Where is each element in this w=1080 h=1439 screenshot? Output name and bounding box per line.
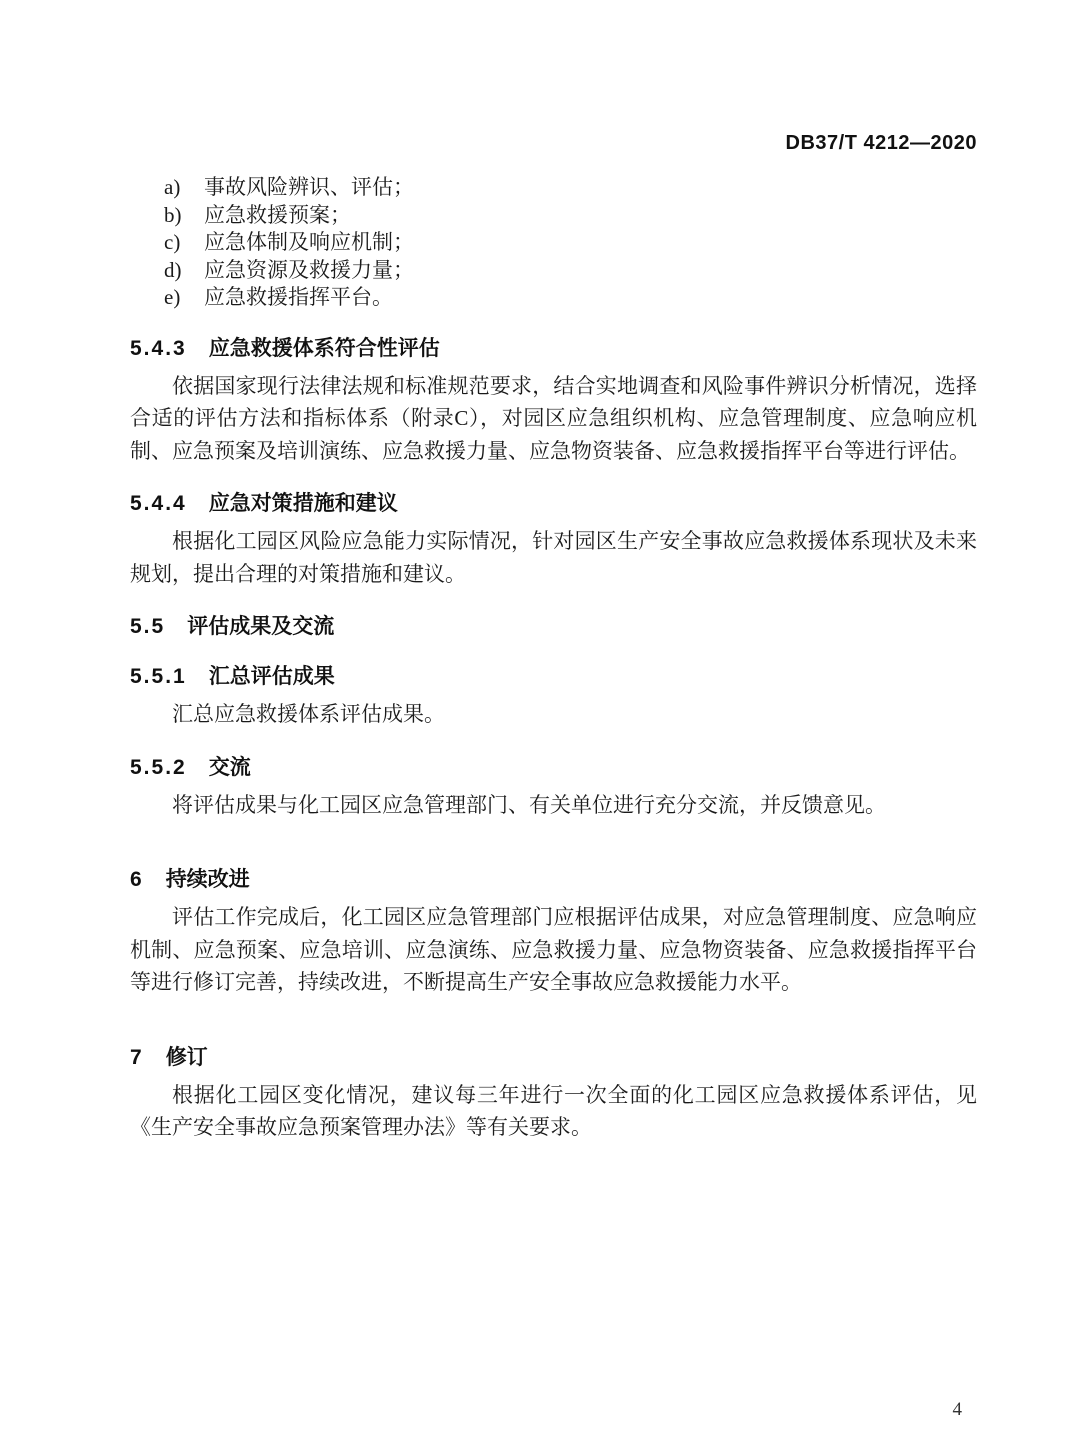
page-number: 4 [952,1399,962,1420]
section-title: 交流 [208,755,251,779]
section-number: 5.4.3 [130,336,187,360]
section-5-5-1 [130,664,977,731]
list-marker: e) [164,285,181,310]
list-item-text: 应急资源及救援力量； [204,257,414,282]
section-title: 修订 [165,1045,208,1069]
section-paragraph: 依据国家现行法律法规和标准规范要求，结合实地调查和风险事件辨识分析情况，选择合适的评估方法和指标体系（附录C），对园区应急组织机构、应急管理制度、应急响应机制、应急预案及培训演练、应急救援力量、应急物资装备、应急救援指挥平台等进行评估。 [130,373,977,463]
list-item [130,229,977,257]
section-paragraph: 将评估成果与化工园区应急管理部门、有关单位进行充分交流，并反馈意见。 [172,792,886,817]
list-item [130,257,977,285]
section-heading [130,491,977,517]
section-7 [130,1045,977,1144]
section-number: 7 [130,1045,144,1069]
list-item-text: 应急救援指挥平台。 [204,285,393,310]
document-code-header: DB37/T 4212—2020 [785,132,977,154]
section-5-4-4 [130,491,977,590]
section-5-4-3 [130,336,977,468]
list-item-text: 应急体制及响应机制； [204,230,414,255]
section-title: 持续改进 [165,868,250,892]
list-item-text: 事故风险辨识、评估； [204,175,414,199]
section-title: 应急救援体系符合性评估 [208,336,440,360]
section-title: 应急对策措施和建议 [208,492,398,516]
section-heading [130,336,977,362]
list-item [130,202,977,230]
section-5-5 [130,614,977,640]
section-number: 5.5 [130,615,166,639]
section-6 [130,867,977,999]
list-marker: c) [164,230,181,255]
lettered-list [130,174,977,312]
section-paragraph: 根据化工园区变化情况，建议每三年进行一次全面的化工园区应急救援体系评估，见《生产安全事故应急预案管理办法》等有关要求。 [130,1082,977,1140]
section-number: 6 [130,868,144,892]
section-heading [130,755,977,781]
list-marker: d) [164,257,182,282]
list-item [130,284,977,312]
section-title: 评估成果及交流 [187,615,335,639]
section-5-5-2 [130,755,977,822]
section-paragraph: 根据化工园区风险应急能力实际情况，针对园区生产安全事故应急救援体系现状及未来规划，提出合理的对策措施和建议。 [130,529,977,586]
chapter-heading [130,867,977,893]
chapter-heading [130,1045,977,1071]
section-heading [130,614,977,640]
section-paragraph: 汇总应急救援体系评估成果。 [172,702,445,727]
section-paragraph: 评估工作完成后，化工园区应急管理部门应根据评估成果，对应急管理制度、应急响应机制、应急预案、应急培训、应急演练、应急救援力量、应急物资装备、应急救援指挥平台等进行修订完善，持续改进，不断提高生产安全事故应急救援能力水平。 [130,905,977,995]
section-number: 5.5.1 [130,665,187,689]
list-marker: a) [164,175,181,199]
section-number: 5.4.4 [130,492,187,516]
list-item [130,174,977,202]
section-heading [130,664,977,690]
section-number: 5.5.2 [130,755,187,779]
section-title: 汇总评估成果 [208,665,335,689]
list-marker: b) [164,202,182,227]
list-item-text: 应急救援预案； [204,202,351,227]
